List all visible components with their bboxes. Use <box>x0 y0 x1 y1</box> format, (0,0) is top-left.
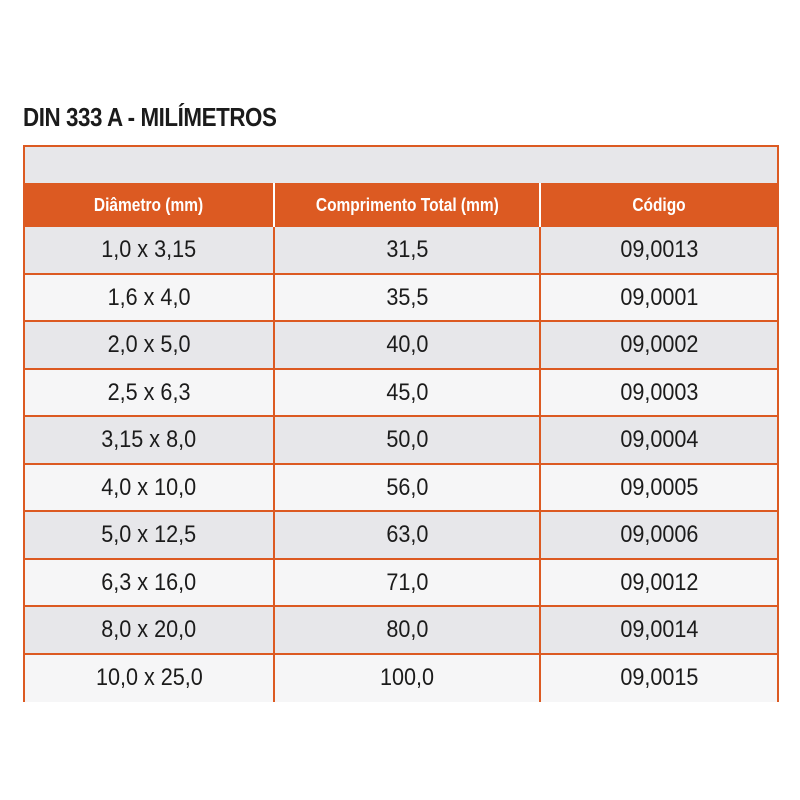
cell-code-value: 09,0012 <box>619 568 699 596</box>
table-row <box>25 655 777 703</box>
cell-total-length-value: 63,0 <box>385 521 429 548</box>
cell-diameter-value: 1,0 x 3,15 <box>101 236 197 263</box>
cell-total-length <box>275 512 541 558</box>
cell-diameter-value: 4,0 x 10,0 <box>101 473 197 501</box>
table-row <box>25 465 777 513</box>
cell-code <box>541 322 777 368</box>
cell-diameter <box>25 417 275 463</box>
cell-code <box>541 512 777 558</box>
cell-diameter <box>25 560 275 606</box>
header-total-length <box>275 183 541 227</box>
table-top-band <box>25 147 777 183</box>
cell-code <box>541 560 777 606</box>
cell-diameter <box>25 512 275 558</box>
cell-diameter-value: 2,5 x 6,3 <box>107 378 191 406</box>
drill-spec-table <box>23 145 779 702</box>
table-header-row <box>25 183 777 227</box>
cell-total-length <box>275 560 541 606</box>
cell-code <box>541 417 777 463</box>
cell-code <box>541 655 777 703</box>
cell-diameter-value: 5,0 x 12,5 <box>101 521 197 548</box>
table-body <box>25 227 777 702</box>
cell-diameter <box>25 655 275 703</box>
table-row <box>25 322 777 370</box>
cell-diameter-value: 10,0 x 25,0 <box>95 663 203 691</box>
cell-code <box>541 607 777 653</box>
cell-code <box>541 465 777 511</box>
cell-total-length <box>275 465 541 511</box>
cell-diameter-value: 6,3 x 16,0 <box>101 568 197 596</box>
cell-total-length-value: 71,0 <box>385 568 429 596</box>
cell-code-value: 09,0004 <box>619 426 699 453</box>
cell-total-length <box>275 275 541 321</box>
header-diameter-label: Diâmetro (mm) <box>94 195 204 215</box>
header-total-length-label: Comprimento Total (mm) <box>315 195 499 215</box>
table-row <box>25 370 777 418</box>
cell-total-length-value: 45,0 <box>385 378 429 406</box>
table-row <box>25 417 777 465</box>
table-row <box>25 560 777 608</box>
cell-code-value: 09,0015 <box>619 663 699 691</box>
table-row <box>25 275 777 323</box>
cell-diameter-value: 8,0 x 20,0 <box>101 616 197 643</box>
page-title: DIN 333 A - MILÍMETROS <box>23 102 277 132</box>
header-diameter <box>25 183 275 227</box>
cell-total-length-value: 56,0 <box>385 473 429 501</box>
cell-code-value: 09,0006 <box>619 521 699 548</box>
cell-code-value: 09,0014 <box>619 616 699 643</box>
cell-diameter <box>25 465 275 511</box>
cell-total-length-value: 31,5 <box>385 236 429 263</box>
cell-diameter-value: 1,6 x 4,0 <box>107 283 191 311</box>
cell-total-length <box>275 655 541 703</box>
header-code-label: Código <box>632 195 686 215</box>
cell-code <box>541 370 777 416</box>
cell-total-length-value: 40,0 <box>385 331 429 358</box>
cell-code-value: 09,0003 <box>619 378 699 406</box>
header-code <box>541 183 777 227</box>
cell-total-length <box>275 370 541 416</box>
cell-code-value: 09,0005 <box>619 473 699 501</box>
cell-total-length <box>275 322 541 368</box>
cell-diameter <box>25 275 275 321</box>
cell-total-length-value: 80,0 <box>385 616 429 643</box>
cell-total-length <box>275 227 541 273</box>
cell-diameter <box>25 370 275 416</box>
cell-diameter <box>25 322 275 368</box>
cell-diameter <box>25 607 275 653</box>
cell-total-length-value: 100,0 <box>379 663 435 691</box>
table-row <box>25 227 777 275</box>
cell-diameter-value: 3,15 x 8,0 <box>101 426 197 453</box>
cell-total-length-value: 50,0 <box>385 426 429 453</box>
cell-diameter-value: 2,0 x 5,0 <box>107 331 191 358</box>
cell-total-length-value: 35,5 <box>385 283 429 311</box>
cell-code <box>541 227 777 273</box>
cell-code <box>541 275 777 321</box>
table-row <box>25 512 777 560</box>
table-row <box>25 607 777 655</box>
cell-total-length <box>275 607 541 653</box>
cell-code-value: 09,0002 <box>619 331 699 358</box>
cell-code-value: 09,0013 <box>619 236 699 263</box>
cell-total-length <box>275 417 541 463</box>
cell-code-value: 09,0001 <box>619 283 699 311</box>
cell-diameter <box>25 227 275 273</box>
